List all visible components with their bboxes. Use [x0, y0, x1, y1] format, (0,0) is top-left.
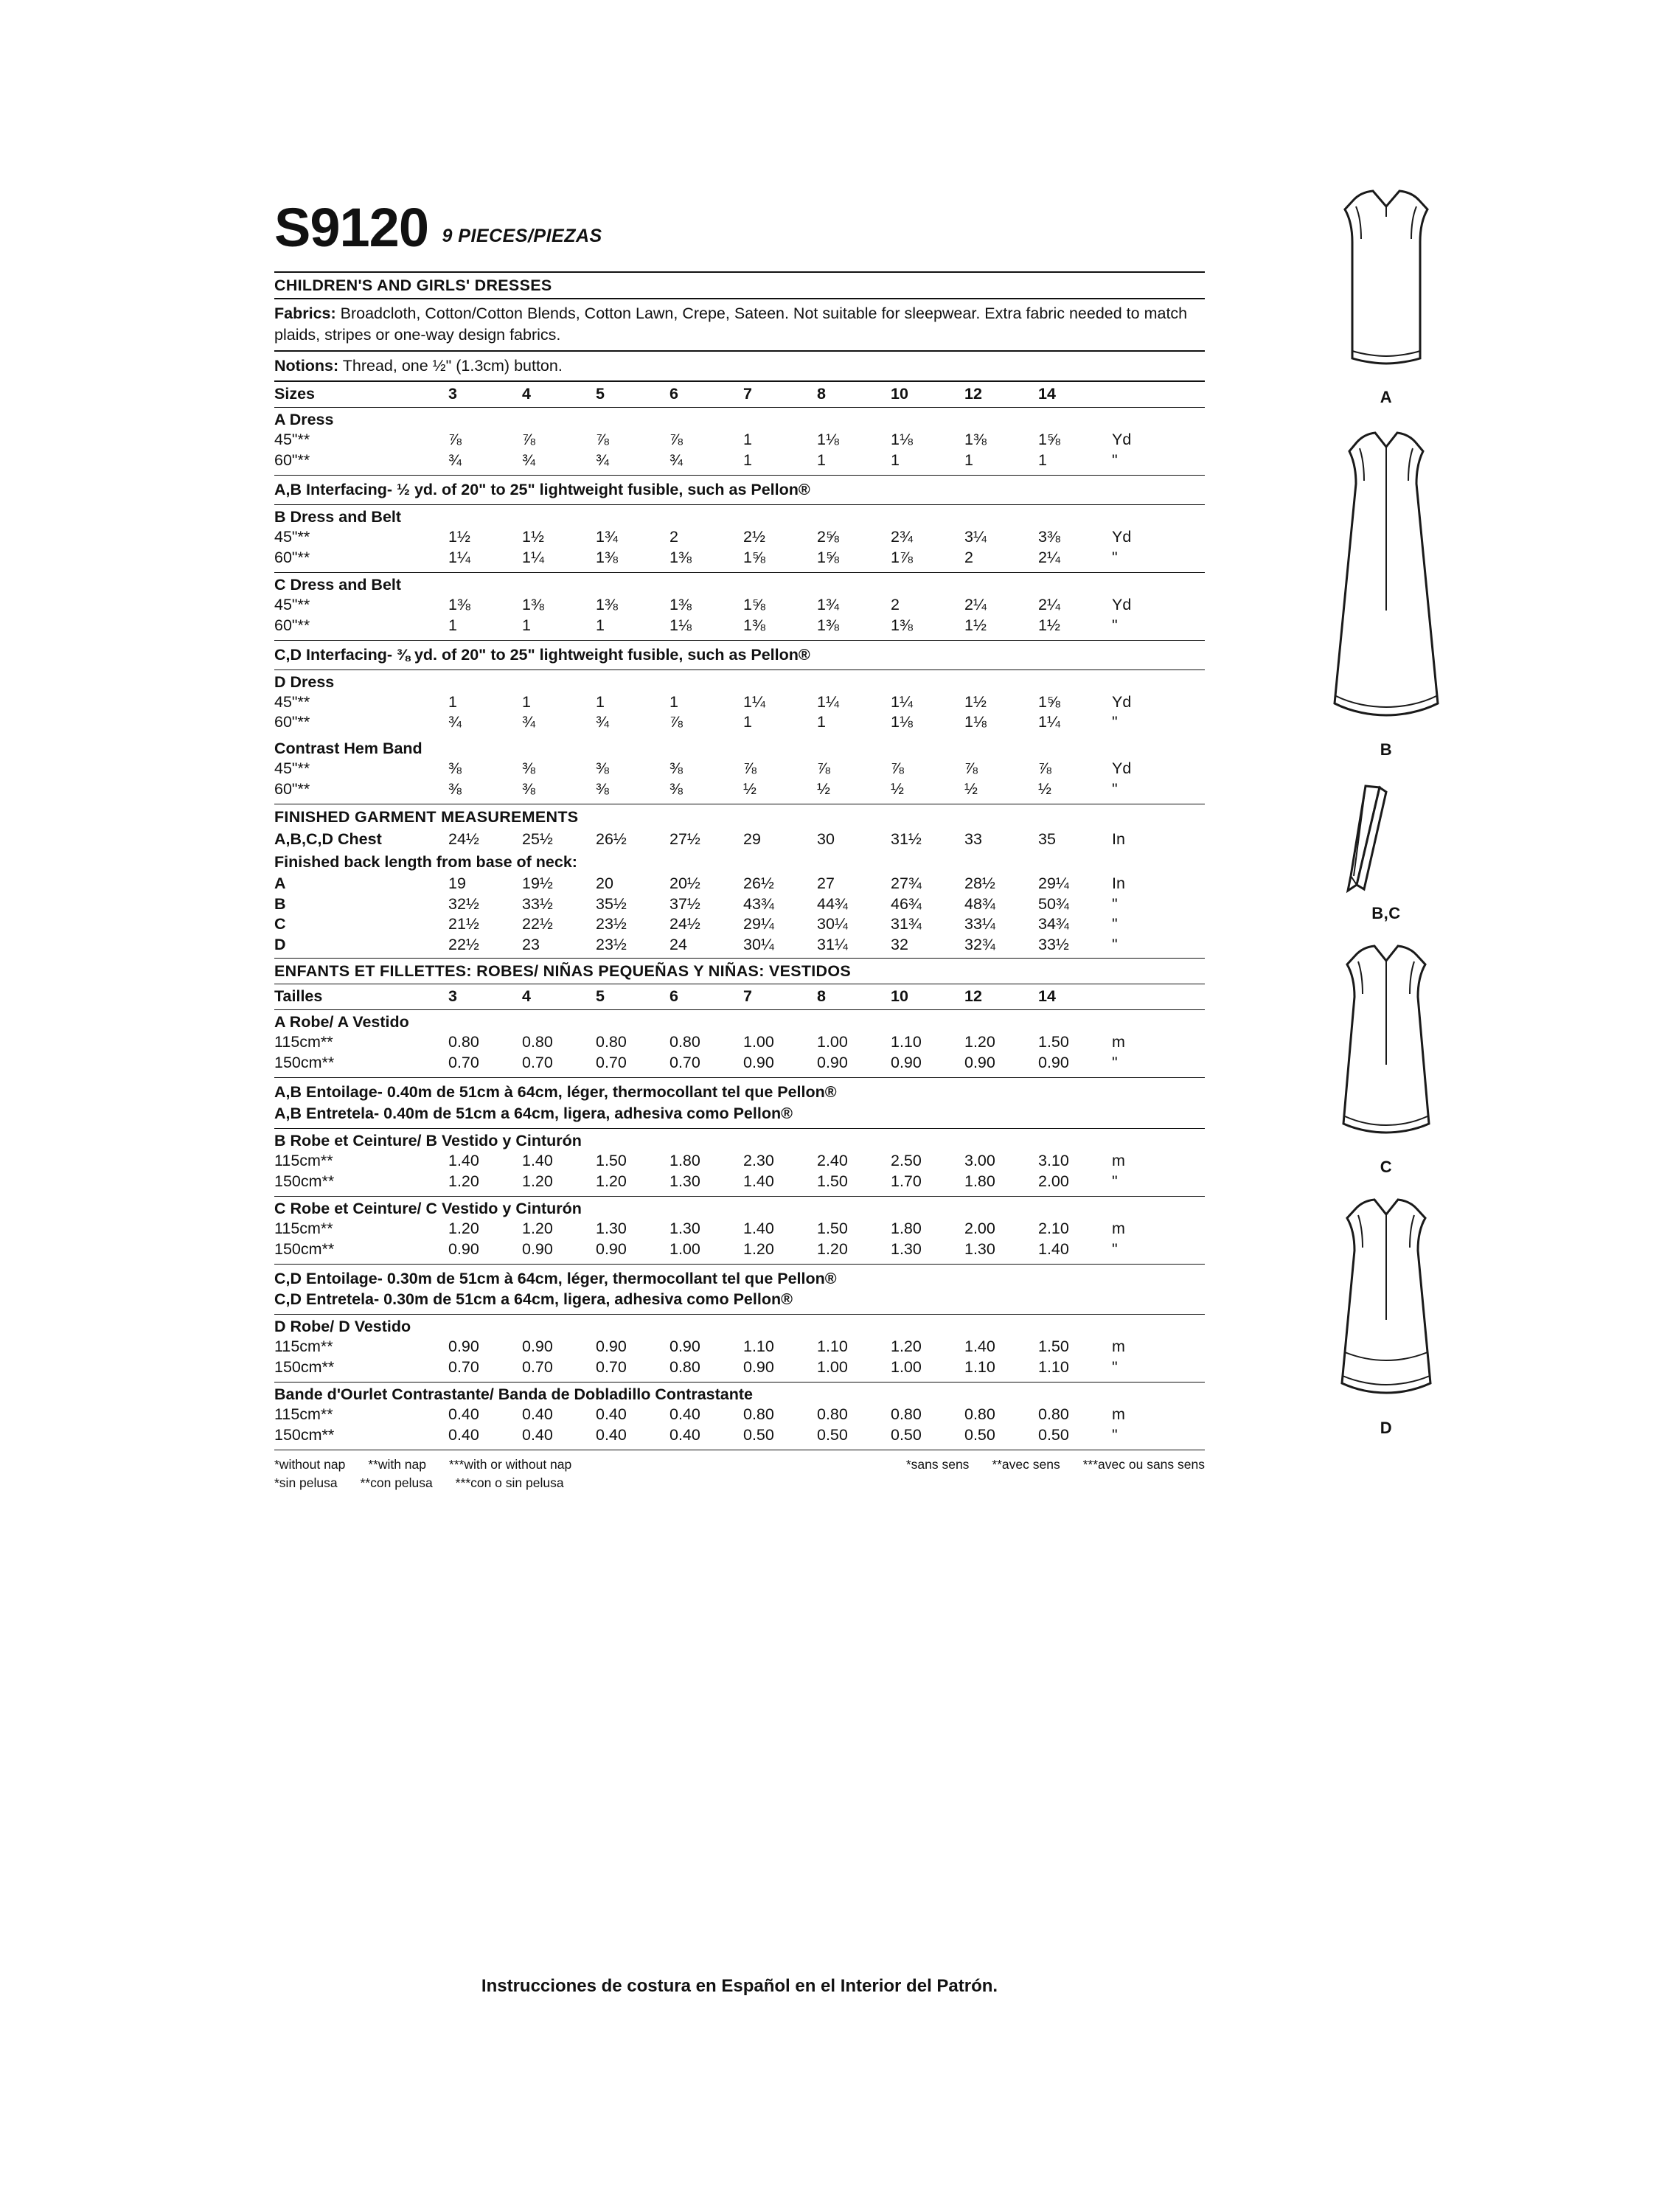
unit: Yd — [1112, 595, 1132, 613]
title-row — [274, 197, 1205, 258]
figure-caption: D — [1380, 1419, 1393, 1437]
table-row: 150cm** 0.70 0.70 0.70 0.80 0.90 1.00 1.00 1.10 1.10 " — [274, 1357, 1205, 1378]
row-label: 150cm** — [274, 1358, 335, 1377]
metric-group-b — [274, 1129, 1205, 1196]
row-label: 150cm** — [274, 1239, 335, 1258]
unit: m — [1112, 1338, 1125, 1356]
figure-caption: A — [1380, 388, 1393, 406]
spanish-instructions-note: Instrucciones de costura en Español en el Interior del Patrón. — [481, 1976, 998, 1996]
row-label: D — [274, 936, 286, 954]
row-label: A — [274, 874, 286, 892]
fabrics-text: Broadcloth, Cotton/Cotton Blends, Cotton Lawn, Crepe, Sateen. Not suitable for sleepwear. Extra fabric needed to match plaids, stripes or one-way design fabrics. — [274, 305, 1188, 344]
garment-title: CHILDREN'S AND GIRLS' DRESSES — [274, 276, 552, 294]
footnotes — [274, 1450, 1205, 1493]
footnote: **avec sens — [992, 1456, 1060, 1472]
belt-illustration — [1283, 782, 1489, 900]
table-row: 150cm** 0.70 0.70 0.70 0.70 0.90 0.90 0.90 0.90 0.90 " — [274, 1053, 1205, 1074]
table-row: 60"** ¾ ¾ ¾ ¾ 1 1 1 1 1 " — [274, 451, 1205, 471]
footnote: ***avec ou sans sens — [1082, 1456, 1205, 1472]
unit: Yd — [1112, 528, 1132, 546]
row-label: 150cm** — [274, 1054, 335, 1072]
dress-a-illustration — [1283, 184, 1489, 383]
table-row-chest: A,B,C,D Chest 24½ 25½ 26½ 27½ 29 30 31½ 33 35 In — [274, 830, 1205, 850]
unit: " — [1112, 451, 1118, 470]
row-label: 115cm** — [274, 1151, 333, 1169]
unit: Yd — [1112, 431, 1132, 449]
sizes-label: Sizes — [274, 385, 315, 403]
table-row: 60"** 1¼ 1¼ 1⅜ 1⅜ 1⅝ 1⅝ 1⅞ 2 2¼ " — [274, 548, 1205, 568]
row-label: 60"** — [274, 780, 310, 799]
size-col: 7 — [743, 385, 752, 403]
entoilage-cd: C,D Entoilage- 0.30m de 51cm à 64cm, léger, thermocollant tel que Pellon® C,D Entretela- 0.30m de 51cm a 64cm, ligera, adhesiva como Pellon® — [274, 1269, 837, 1309]
figure-c — [1231, 939, 1541, 1177]
table-row: 60"** 1 1 1 1⅛ 1⅜ 1⅜ 1⅜ 1½ 1½ " — [274, 616, 1205, 636]
unit: " — [1112, 894, 1118, 913]
unit: m — [1112, 1405, 1125, 1423]
interfacing-ab: A,B Interfacing- ½ yd. of 20" to 25" lightweight fusible, such as Pellon® — [274, 481, 810, 499]
figure-d — [1231, 1193, 1541, 1438]
metric-group-hem-band — [274, 1382, 1205, 1450]
row-label: 45"** — [274, 431, 310, 449]
table-row: C 21½ 22½ 23½ 24½ 29¼ 30¼ 31¾ 33¼ 34¾ " — [274, 914, 1205, 935]
unit: m — [1112, 1151, 1125, 1169]
row-label: 45"** — [274, 528, 310, 546]
table-row: 115cm** 0.40 0.40 0.40 0.40 0.80 0.80 0.80 0.80 0.80 m — [274, 1405, 1205, 1425]
fabrics-label: Fabrics: — [274, 305, 336, 322]
figure-b — [1231, 426, 1541, 759]
unit: " — [1112, 1054, 1118, 1072]
figure-caption: B — [1380, 740, 1393, 759]
table-row: 150cm** 0.90 0.90 0.90 1.00 1.20 1.20 1.30 1.30 1.40 " — [274, 1239, 1205, 1260]
unit: " — [1112, 1425, 1118, 1444]
table-row: 60"** ⅜ ⅜ ⅜ ⅜ ½ ½ ½ ½ ½ " — [274, 779, 1205, 800]
table-row: 45"** 1½ 1½ 1¾ 2 2½ 2⅝ 2¾ 3¼ 3⅜ Yd — [274, 527, 1205, 548]
footnote: *without nap — [274, 1456, 346, 1472]
table-row: B 32½ 33½ 35½ 37½ 43¾ 44¾ 46¾ 48¾ 50¾ " — [274, 894, 1205, 915]
yardage-group-contrast-hem-band — [274, 737, 1205, 804]
table-row: 115cm** 1.40 1.40 1.50 1.80 2.30 2.40 2.50 3.00 3.10 m — [274, 1151, 1205, 1172]
yardage-group-b — [274, 505, 1205, 572]
tailles-header-row: Tailles 3 4 5 6 7 8 10 12 14 — [274, 984, 1205, 1009]
unit: In — [1112, 830, 1125, 849]
unit: m — [1112, 1219, 1125, 1237]
metric-section-title: ENFANTS ET FILLETTES: ROBES/ NIÑAS PEQUEÑAS Y NIÑAS: VESTIDOS — [274, 962, 852, 981]
notions-label: Notions: — [274, 356, 339, 375]
table-row: 45"** ⅜ ⅜ ⅜ ⅜ ⅞ ⅞ ⅞ ⅞ ⅞ Yd — [274, 759, 1205, 779]
unit: " — [1112, 1172, 1118, 1190]
fabrics-paragraph — [274, 299, 1205, 350]
row-label: B — [274, 894, 286, 913]
unit: " — [1112, 915, 1118, 933]
entoilage-ab: A,B Entoilage- 0.40m de 51cm à 64cm, léger, thermocollant tel que Pellon® A,B Entretela- 0.40m de 51cm a 64cm, ligera, adhesiva como Pellon® — [274, 1083, 837, 1122]
unit: " — [1112, 936, 1118, 954]
group-title: B Robe et Ceinture/ B Vestido y Cinturón — [274, 1131, 582, 1150]
unit: Yd — [1112, 692, 1132, 711]
fgm-backlength-label: Finished back length from base of neck: — [274, 853, 577, 872]
yardage-group-d — [274, 670, 1205, 737]
dress-b-illustration — [1283, 426, 1489, 736]
footnote: *sin pelusa — [274, 1475, 338, 1491]
footnote: **with nap — [368, 1456, 427, 1472]
piece-count: 9 PIECES/PIEZAS — [442, 226, 602, 246]
size-col: 3 — [448, 385, 457, 403]
size-col: 5 — [596, 385, 605, 403]
row-label: 45"** — [274, 759, 310, 778]
footnote: ***con o sin pelusa — [455, 1475, 564, 1491]
unit: " — [1112, 548, 1118, 566]
row-label: 45"** — [274, 692, 310, 711]
unit: " — [1112, 616, 1118, 634]
footnotes-left — [274, 1455, 571, 1493]
row-label: 115cm** — [274, 1405, 333, 1423]
size-col: 4 — [522, 385, 531, 403]
row-label: 150cm** — [274, 1172, 335, 1190]
table-row: 150cm** 1.20 1.20 1.20 1.30 1.40 1.50 1.70 1.80 2.00 " — [274, 1172, 1205, 1192]
table-row: 45"** 1 1 1 1 1¼ 1¼ 1¼ 1½ 1⅝ Yd — [274, 692, 1205, 713]
unit: " — [1112, 1358, 1118, 1377]
figure-a — [1231, 184, 1541, 407]
interfacing-cd: C,D Interfacing- ⅜ yd. of 20" to 25" lightweight fusible, such as Pellon® — [274, 645, 810, 664]
unit: Yd — [1112, 759, 1132, 778]
metric-group-c — [274, 1197, 1205, 1264]
tailles-label: Tailles — [274, 987, 323, 1006]
figure-caption: C — [1380, 1158, 1393, 1176]
group-title: D Dress — [274, 672, 335, 691]
row-label: 60"** — [274, 451, 310, 470]
table-row: 115cm** 0.90 0.90 0.90 0.90 1.10 1.10 1.20 1.40 1.50 m — [274, 1337, 1205, 1357]
row-label: 60"** — [274, 713, 310, 731]
table-row: A 19 19½ 20 20½ 26½ 27 27¾ 28½ 29¼ In — [274, 874, 1205, 894]
row-label: 150cm** — [274, 1425, 335, 1444]
group-title: C Dress and Belt — [274, 575, 402, 594]
footnote: **con pelusa — [360, 1475, 433, 1491]
sizes-header-row — [274, 382, 1205, 407]
group-title: A Robe/ A Vestido — [274, 1013, 409, 1032]
yardage-group-c — [274, 573, 1205, 640]
size-col: 14 — [1038, 385, 1056, 403]
row-label: 60"** — [274, 616, 310, 634]
dress-c-illustration — [1283, 939, 1489, 1153]
row-label: 115cm** — [274, 1033, 333, 1051]
table-row: 150cm** 0.40 0.40 0.40 0.40 0.50 0.50 0.50 0.50 0.50 " — [274, 1425, 1205, 1446]
group-title: B Dress and Belt — [274, 508, 402, 526]
unit: " — [1112, 713, 1118, 731]
footnote: *sans sens — [905, 1456, 970, 1472]
notions-text: Thread, one ½" (1.3cm) button. — [338, 356, 563, 375]
row-label: 60"** — [274, 548, 310, 566]
table-row: 60"** ¾ ¾ ¾ ⅞ 1 1 1⅛ 1⅛ 1¼ " — [274, 712, 1205, 733]
row-label: A,B,C,D Chest — [274, 830, 382, 849]
row-label: 45"** — [274, 595, 310, 613]
metric-group-a — [274, 1010, 1205, 1077]
yardage-group-a-dress — [274, 408, 1205, 475]
notions-paragraph — [274, 352, 1205, 381]
figure-caption: B,C — [1371, 904, 1401, 922]
footnotes-right — [906, 1455, 1205, 1493]
group-title: A Dress — [274, 411, 334, 429]
footnote: ***with or without nap — [448, 1456, 572, 1472]
spec-content — [274, 197, 1205, 1493]
row-label: 115cm** — [274, 1338, 333, 1356]
table-row: 115cm** 0.80 0.80 0.80 0.80 1.00 1.00 1.10 1.20 1.50 m — [274, 1032, 1205, 1053]
table-row: D 22½ 23 23½ 24 30¼ 31¼ 32 32¾ 33½ " — [274, 935, 1205, 956]
unit: m — [1112, 1033, 1125, 1051]
fgm-title: FINISHED GARMENT MEASUREMENTS — [274, 808, 579, 827]
size-col: 10 — [891, 385, 908, 403]
row-label: C — [274, 915, 286, 933]
unit: " — [1112, 1239, 1118, 1258]
pattern-number: S9120 — [274, 197, 428, 258]
row-label: 115cm** — [274, 1219, 333, 1237]
group-title: Contrast Hem Band — [274, 740, 422, 758]
size-col: 6 — [669, 385, 678, 403]
size-col: 8 — [817, 385, 826, 403]
size-col: 12 — [964, 385, 982, 403]
group-title: D Robe/ D Vestido — [274, 1318, 411, 1336]
table-row: 45"** 1⅜ 1⅜ 1⅜ 1⅜ 1⅝ 1¾ 2 2¼ 2¼ Yd — [274, 595, 1205, 616]
metric-group-d — [274, 1315, 1205, 1382]
line-art-column — [1231, 184, 1541, 1438]
group-title: C Robe et Ceinture/ C Vestido y Cinturón — [274, 1199, 582, 1217]
unit: In — [1112, 874, 1125, 892]
group-title: Bande d'Ourlet Contrastante/ Banda de Dobladillo Contrastante — [274, 1385, 753, 1403]
table-row: 115cm** 1.20 1.20 1.30 1.30 1.40 1.50 1.80 2.00 2.10 m — [274, 1219, 1205, 1239]
dress-d-illustration — [1283, 1193, 1489, 1414]
figure-bc-belt — [1231, 782, 1541, 923]
unit: " — [1112, 780, 1118, 799]
table-row: 45"** ⅞ ⅞ ⅞ ⅞ 1 1⅛ 1⅛ 1⅜ 1⅝ Yd — [274, 430, 1205, 451]
